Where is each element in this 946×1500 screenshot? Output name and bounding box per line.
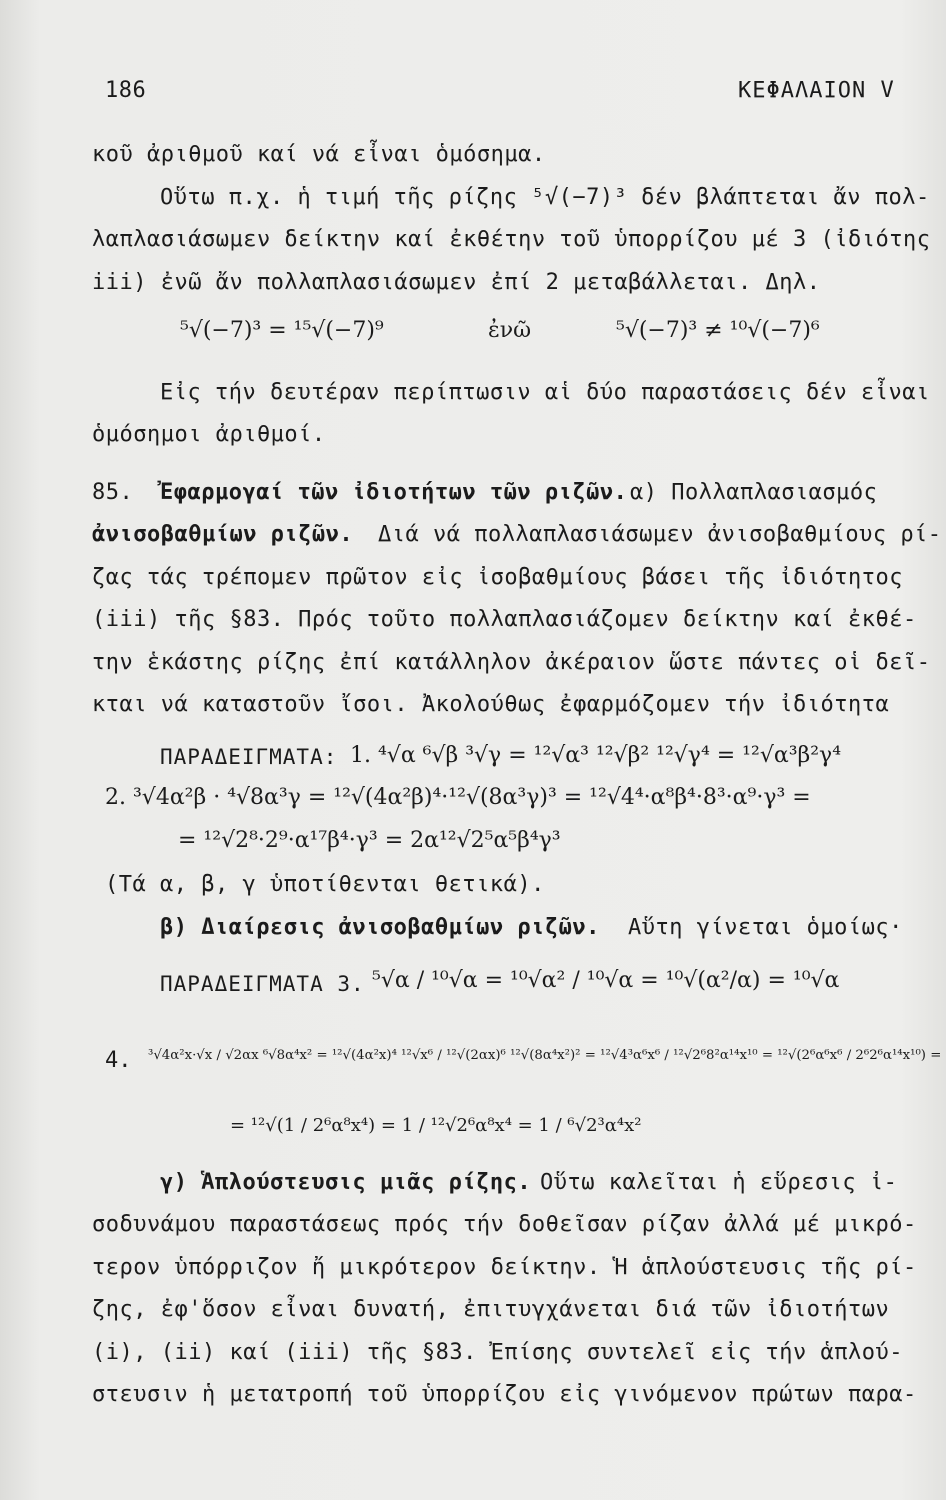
text-line: στευσιν ἡ μετατροπή τοῦ ὑπορρίζου εἰς γινόμενον πρώτων παρα- xyxy=(92,1382,917,1407)
text-line: κοῦ ἀριθμοῦ καί νά εἶναι ὁμόσημα. xyxy=(92,142,546,167)
equation-right: ⁵√(−7)³ ≠ ¹⁰√(−7)⁶ xyxy=(616,318,820,343)
example-3: ⁵√α / ¹⁰√α = ¹⁰√α² / ¹⁰√α = ¹⁰√(α²/α) = ¹⁰√α xyxy=(372,968,840,993)
section-number: 85. xyxy=(92,480,134,505)
text-line: σοδυνάμου παραστάσεως πρός τήν δοθεῖσαν ρίζαν ἀλλά μέ μικρό- xyxy=(92,1212,917,1237)
text-line: iii) ἐνῶ ἄν πολλαπλασιάσωμεν ἐπί 2 μεταβάλλεται. Δηλ. xyxy=(92,270,821,295)
section-title: Ἐφαρμογαί τῶν ἰδιοτήτων τῶν ριζῶν. xyxy=(160,480,628,505)
equation-left: ⁵√(−7)³ = ¹⁵√(−7)⁹ xyxy=(180,318,384,343)
examples-label-3: ΠΑΡΑΔΕΙΓΜΑΤΑ 3. xyxy=(160,972,365,996)
example-2-line-1: 2. ³√4α²β · ⁴√8α³γ = ¹²√(4α²β)⁴·¹²√(8α³γ)³ = ¹²√4⁴·α⁸β⁴·8³·α⁹·γ³ = xyxy=(105,785,811,810)
example-1: 1. ⁴√α ⁶√β ³√γ = ¹²√α³ ¹²√β² ¹²√γ⁴ = ¹²√α³β²γ⁴ xyxy=(350,743,842,768)
chapter-heading: ΚΕΦΑΛΑΙΟΝ V xyxy=(738,78,895,103)
text-line: ὁμόσημοι ἀριθμοί. xyxy=(92,422,326,447)
text-line: τερον ὑπόρριζον ἤ μικρότερον δείκτην. Ἡ ἁπλούστευσις τῆς ρί- xyxy=(92,1255,917,1280)
text-line: (iii) τῆς §83. Πρός τοῦτο πολλαπλασιάζομεν δείκτην καί ἐκθέ- xyxy=(92,607,917,632)
text-line: Διά νά πολλαπλασιάσωμεν ἀνισοβαθμίους ρί- xyxy=(378,522,942,547)
text-line: (Τά α, β, γ ὑποτίθενται θετικά). xyxy=(105,872,545,897)
example-2-line-2: = ¹²√2⁸·2⁹·α¹⁷β⁴·γ³ = 2α¹²√2⁵α⁵β⁴γ³ xyxy=(178,828,561,853)
equation-word: ἐνῶ xyxy=(488,318,532,343)
text-line: ζας τάς τρέπομεν πρῶτον εἰς ἰσοβαθμίους βάσει τῆς ἰδιότητος xyxy=(92,565,903,590)
example-4-number: 4. xyxy=(105,1048,132,1073)
subsection-a: α) Πολλαπλασιασμός xyxy=(630,480,878,505)
text-line: την ἑκάστης ρίζης ἐπί κατάλληλον ἀκέραιον ὥστε πάντες οἱ δεῖ- xyxy=(92,650,931,675)
example-4-line-2: = ¹²√(1 / 2⁶α⁸x⁴) = 1 / ¹²√2⁶α⁸x⁴ = 1 / ⁶√2³α⁴x² xyxy=(230,1115,642,1136)
text-line: Οὕτω καλεῖται ἡ εὕρεσις ἰ- xyxy=(540,1170,898,1195)
bold-term: ἀνισοβαθμίων ριζῶν. xyxy=(92,522,354,547)
examples-label: ΠΑΡΑΔΕΙΓΜΑΤΑ: xyxy=(160,745,338,769)
text-line: Εἰς τήν δευτέραν περίπτωσιν αἱ δύο παραστάσεις δέν εἶναι xyxy=(160,380,930,405)
bold-term: β) Διαίρεσις ἀνισοβαθμίων ριζῶν. xyxy=(160,915,600,940)
text-line: Οὕτω π.χ. ἡ τιμή τῆς ρίζης ⁵√(−7)³ δέν βλάπτεται ἄν πολ- xyxy=(160,185,930,210)
example-4-line-1: ³√4α²x·√x / √2αx ⁶√8α⁴x² = ¹²√(4α²x)⁴ ¹²√x⁶ / ¹²√(2αx)⁶ ¹²√(8α⁴x²)² = ¹²√4³α⁶x⁶ / ¹²√2⁶8²α¹⁴x¹⁰ = ¹²√(2⁶α⁶x⁶ / 2⁶2⁶α¹⁴x¹⁰) = xyxy=(148,1048,942,1063)
text-line: λαπλασιάσωμεν δείκτην καί ἐκθέτην τοῦ ὑπορρίζου μέ 3 (ἰδιότης xyxy=(92,227,931,252)
text-line: ζης, ἐφ'ὅσον εἶναι δυνατή, ἐπιτυγχάνεται διά τῶν ἰδιοτήτων xyxy=(92,1297,890,1322)
text-line: κται νά καταστοῦν ἴσοι. Ἀκολούθως ἐφαρμόζομεν τήν ἰδιότητα xyxy=(92,692,890,717)
bold-term: γ) Ἁπλούστευσις μιᾶς ρίζης. xyxy=(160,1170,532,1195)
text-line: Αὕτη γίνεται ὁμοίως· xyxy=(628,915,903,940)
page-number: 186 xyxy=(105,78,147,103)
text-line: (i), (ii) καί (iii) τῆς §83. Ἐπίσης συντελεῖ εἰς τήν ἁπλού- xyxy=(92,1340,903,1365)
